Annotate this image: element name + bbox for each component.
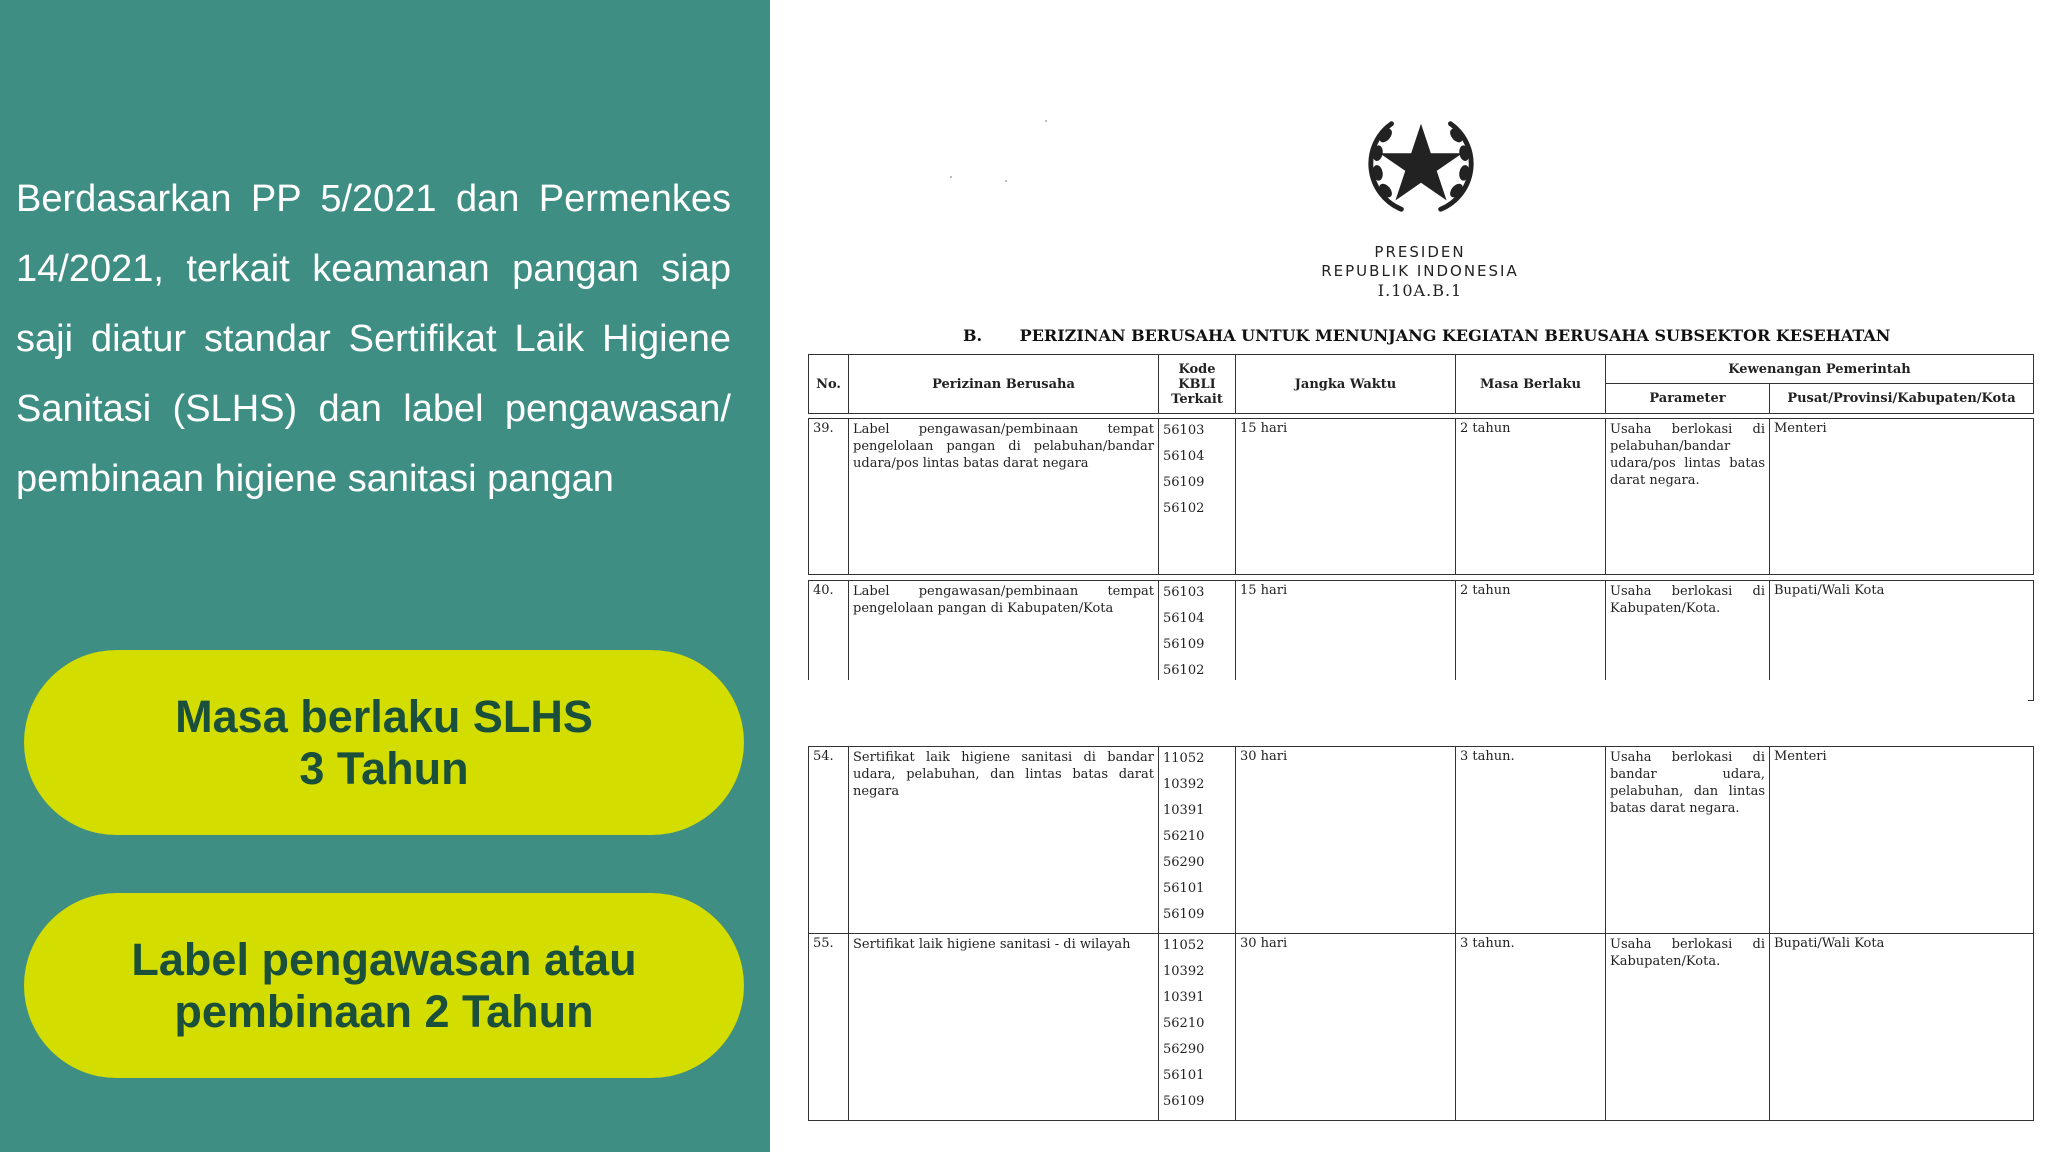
table-header <box>808 354 2034 414</box>
slhs-validity-line1: Masa berlaku SLHS <box>175 690 593 742</box>
doc-header-code: I.10A.B.1 <box>1377 281 1463 300</box>
section-letter: B. <box>963 326 983 345</box>
row-parameter: Usaha berlokasi di pelabuhan/bandar udara/pos lintas batas darat negara. <box>1606 419 1770 575</box>
table-body-top <box>808 418 2034 701</box>
kode-value: 10391 <box>1163 990 1205 1005</box>
row-perizinan: Sertifikat laik higiene sanitasi - di wilayah <box>849 934 1159 1121</box>
kode-value: 10391 <box>1163 803 1205 818</box>
row-pusat: Menteri <box>1770 419 2034 575</box>
kode-value: 56101 <box>1163 1068 1205 1083</box>
row-masa: 3 tahun. <box>1456 747 1606 934</box>
row-masa: 2 tahun <box>1456 581 1606 701</box>
row-no: 54. <box>809 747 849 934</box>
doc-header-presiden: PRESIDEN <box>1374 243 1466 261</box>
label-validity-line2: pembinaan 2 Tahun <box>174 985 594 1037</box>
row-no: 39. <box>809 419 849 575</box>
doc-header-republik: REPUBLIK INDONESIA <box>1321 262 1519 280</box>
col-pusat: Pusat/Provinsi/Kabupaten/Kota <box>1770 384 2034 414</box>
col-no: No. <box>809 355 849 414</box>
row-kode <box>1159 934 1236 1121</box>
row-parameter: Usaha berlokasi di bandar udara, pelabuhan, dan lintas batas darat negara. <box>1606 747 1770 934</box>
row-jangka: 15 hari <box>1236 419 1456 575</box>
slhs-validity-line2: 3 Tahun <box>299 742 469 794</box>
row-kode <box>1159 419 1236 575</box>
section-title <box>963 326 1890 345</box>
kode-value: 56210 <box>1163 829 1205 844</box>
scan-speck <box>1005 180 1007 182</box>
slhs-validity-badge <box>24 650 744 835</box>
kode-value: 56290 <box>1163 855 1205 870</box>
scan-speck <box>950 176 952 178</box>
table-cut-gap <box>808 680 2028 740</box>
row-parameter: Usaha berlokasi di Kabupaten/Kota. <box>1606 581 1770 701</box>
kode-value: 56103 <box>1163 423 1205 438</box>
row-kode <box>1159 747 1236 934</box>
col-perizinan: Perizinan Berusaha <box>849 355 1159 414</box>
kode-value: 11052 <box>1163 938 1205 953</box>
kode-value: 56290 <box>1163 1042 1205 1057</box>
kode-value: 11052 <box>1163 751 1205 766</box>
kode-value: 56103 <box>1163 585 1205 600</box>
row-jangka: 30 hari <box>1236 934 1456 1121</box>
row-pusat: Menteri <box>1770 747 2034 934</box>
row-pusat: Bupati/Wali Kota <box>1770 934 2034 1121</box>
col-parameter: Parameter <box>1606 384 1770 414</box>
row-jangka: 30 hari <box>1236 747 1456 934</box>
row-perizinan: Label pengawasan/pembinaan tempat pengelolaan pangan di pelabuhan/bandar udara/pos lintas batas darat negara <box>849 419 1159 575</box>
kode-value: 56102 <box>1163 663 1205 678</box>
col-kode: Kode KBLI Terkait <box>1159 355 1236 414</box>
kode-value: 56104 <box>1163 611 1205 626</box>
row-masa: 2 tahun <box>1456 419 1606 575</box>
kode-value: 56109 <box>1163 475 1205 490</box>
intro-text: Berdasarkan PP 5/2021 dan Permenkes 14/2021, terkait keamanan pangan siap saji diatur standar Sertifikat Laik Higiene Sanitasi (SLHS) dan label pengawasan/ pembinaan higiene sanitasi pangan <box>16 178 731 500</box>
table-row <box>809 419 2034 575</box>
label-validity-line1: Label pengawasan atau <box>131 933 637 985</box>
row-no: 55. <box>809 934 849 1121</box>
kode-value: 56102 <box>1163 501 1205 516</box>
row-parameter: Usaha berlokasi di Kabupaten/Kota. <box>1606 934 1770 1121</box>
garuda-star-emblem-icon <box>1362 106 1480 224</box>
table-row <box>809 934 2034 1121</box>
kode-value: 56210 <box>1163 1016 1205 1031</box>
scan-speck <box>1045 120 1047 122</box>
col-jangka: Jangka Waktu <box>1236 355 1456 414</box>
kode-value: 56109 <box>1163 1094 1205 1109</box>
kode-value: 56101 <box>1163 881 1205 896</box>
col-kewenangan: Kewenangan Pemerintah <box>1606 355 2034 384</box>
kode-value: 56109 <box>1163 907 1205 922</box>
table-body-bottom <box>808 746 2034 1121</box>
kode-value: 56104 <box>1163 449 1205 464</box>
col-masa: Masa Berlaku <box>1456 355 1606 414</box>
row-jangka: 15 hari <box>1236 581 1456 701</box>
table-row <box>809 747 2034 934</box>
section-title-text: PERIZINAN BERUSAHA UNTUK MENUNJANG KEGIATAN BERUSAHA SUBSEKTOR KESEHATAN <box>1019 326 1891 345</box>
row-masa: 3 tahun. <box>1456 934 1606 1121</box>
row-no: 40. <box>809 581 849 701</box>
kode-value: 10392 <box>1163 964 1205 979</box>
row-perizinan: Sertifikat laik higiene sanitasi di bandar udara, pelabuhan, dan lintas batas darat negara <box>849 747 1159 934</box>
kode-value: 56109 <box>1163 637 1205 652</box>
kode-value: 10392 <box>1163 777 1205 792</box>
row-pusat: Bupati/Wali Kota <box>1770 581 2034 701</box>
row-perizinan: Label pengawasan/pembinaan tempat pengelolaan pangan di Kabupaten/Kota <box>849 581 1159 701</box>
label-validity-badge <box>24 893 744 1078</box>
